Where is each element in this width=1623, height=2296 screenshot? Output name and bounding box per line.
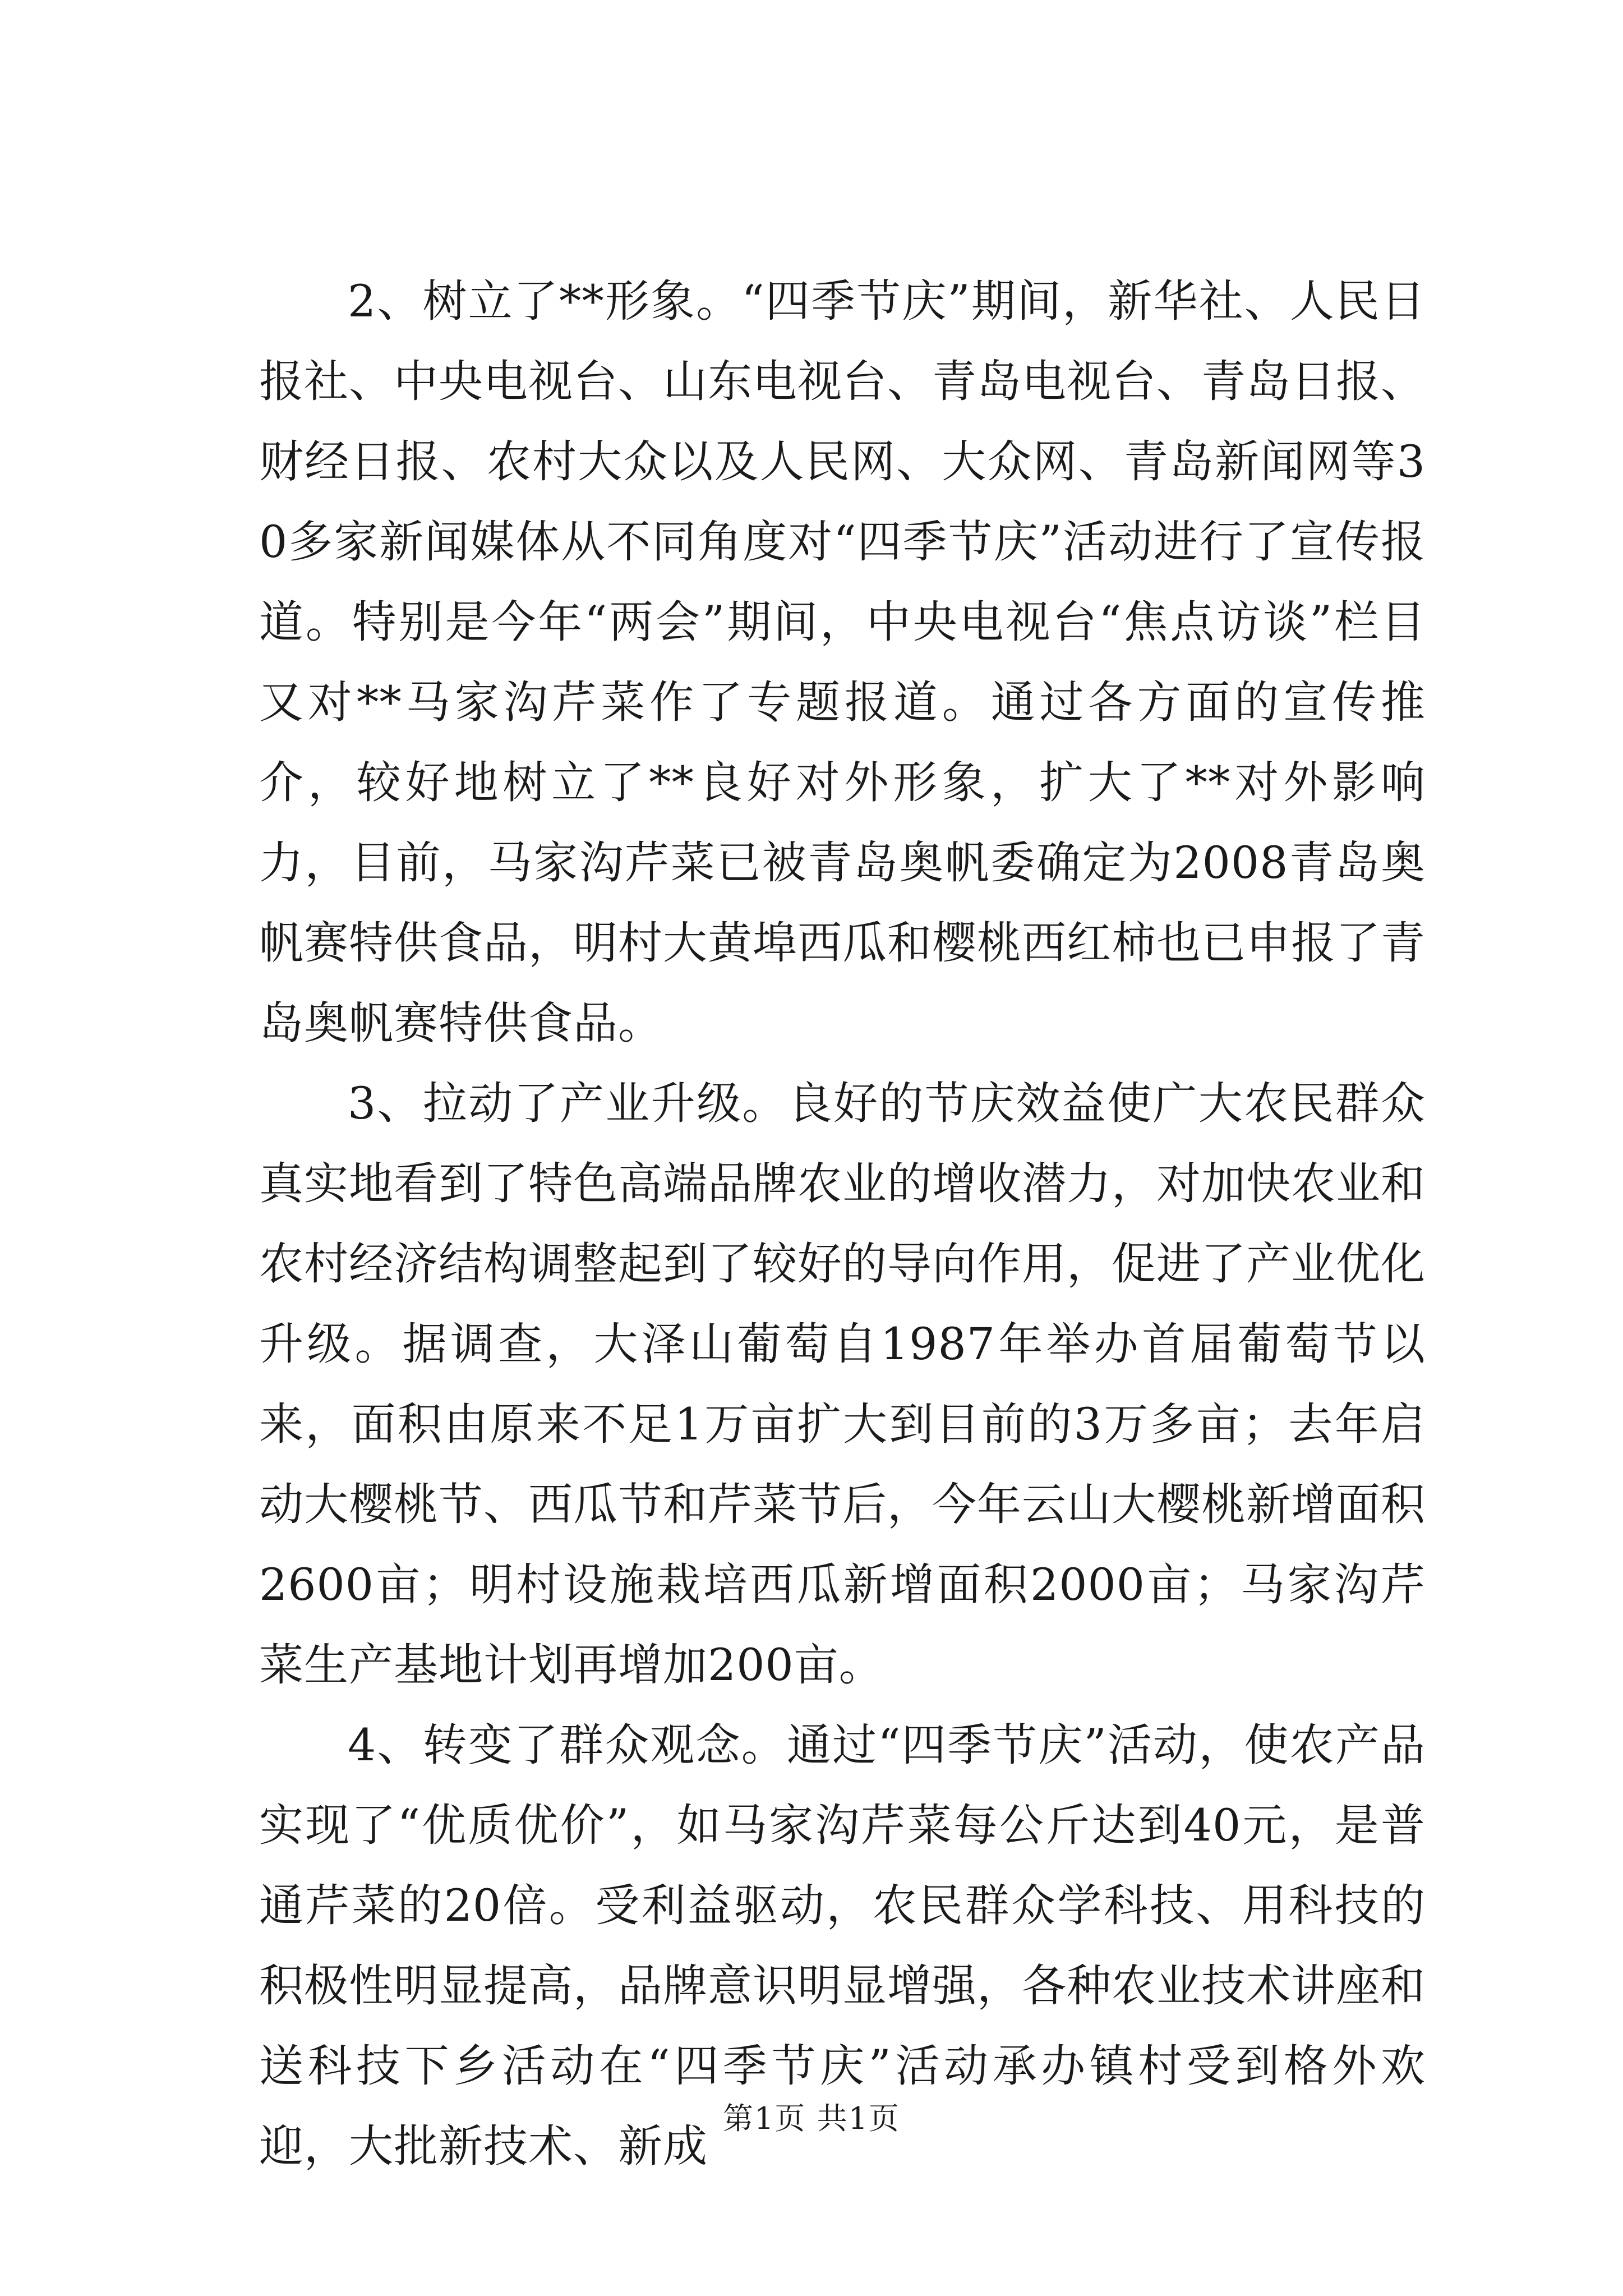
paragraph-industry-upgrade: 3、拉动了产业升级。良好的节庆效益使广大农民群众真实地看到了特色高端品牌农业的增收潜力，对加快农业和农村经济结构调整起到了较好的导向作用，促进了产业优化升级。据调查，大泽山葡萄自1987年举办首届葡萄节以来，面积由原来不足1万亩扩大到目前的3万多亩；去年启动大樱桃节、西瓜节和芹菜节后，今年云山大樱桃新增面积2600亩；明村设施栽培西瓜新增面积2000亩；马家沟芹菜生产基地计划再增加200亩。 — [259, 1078, 1426, 1691]
document-body — [259, 261, 1426, 2187]
paragraph-image-building: 2、树立了**形象。“四季节庆”期间，新华社、人民日报社、中央电视台、山东电视台、青岛电视台、青岛日报、财经日报、农村大众以及人民网、大众网、青岛新闻网等30多家新闻媒体从不同角度对“四季节庆”活动进行了宣传报道。特别是今年“两会”期间，中央电视台“焦点访谈”栏目又对**马家沟芹菜作了专题报道。通过各方面的宣传推介，较好地树立了**良好对外形象，扩大了**对外影响力，目前，马家沟芹菜已被青岛奥帆委确定为2008青岛奥帆赛特供食品，明村大黄埠西瓜和樱桃西红柿也已申报了青岛奥帆赛特供食品。 — [259, 275, 1426, 1049]
page-number-footer: 第1页 共1页 — [723, 2101, 900, 2136]
paragraph-mindset-change: 4、转变了群众观念。通过“四季节庆”活动，使农产品实现了“优质优价”，如马家沟芹菜每公斤达到40元，是普通芹菜的20倍。受利益驱动，农民群众学科技、用科技的积极性明显提高，品牌意识明显增强，各种农业技术讲座和送科技下乡活动在“四季节庆”活动承办镇村受到格外欢迎，大批新技术、新成 — [259, 1719, 1426, 2172]
